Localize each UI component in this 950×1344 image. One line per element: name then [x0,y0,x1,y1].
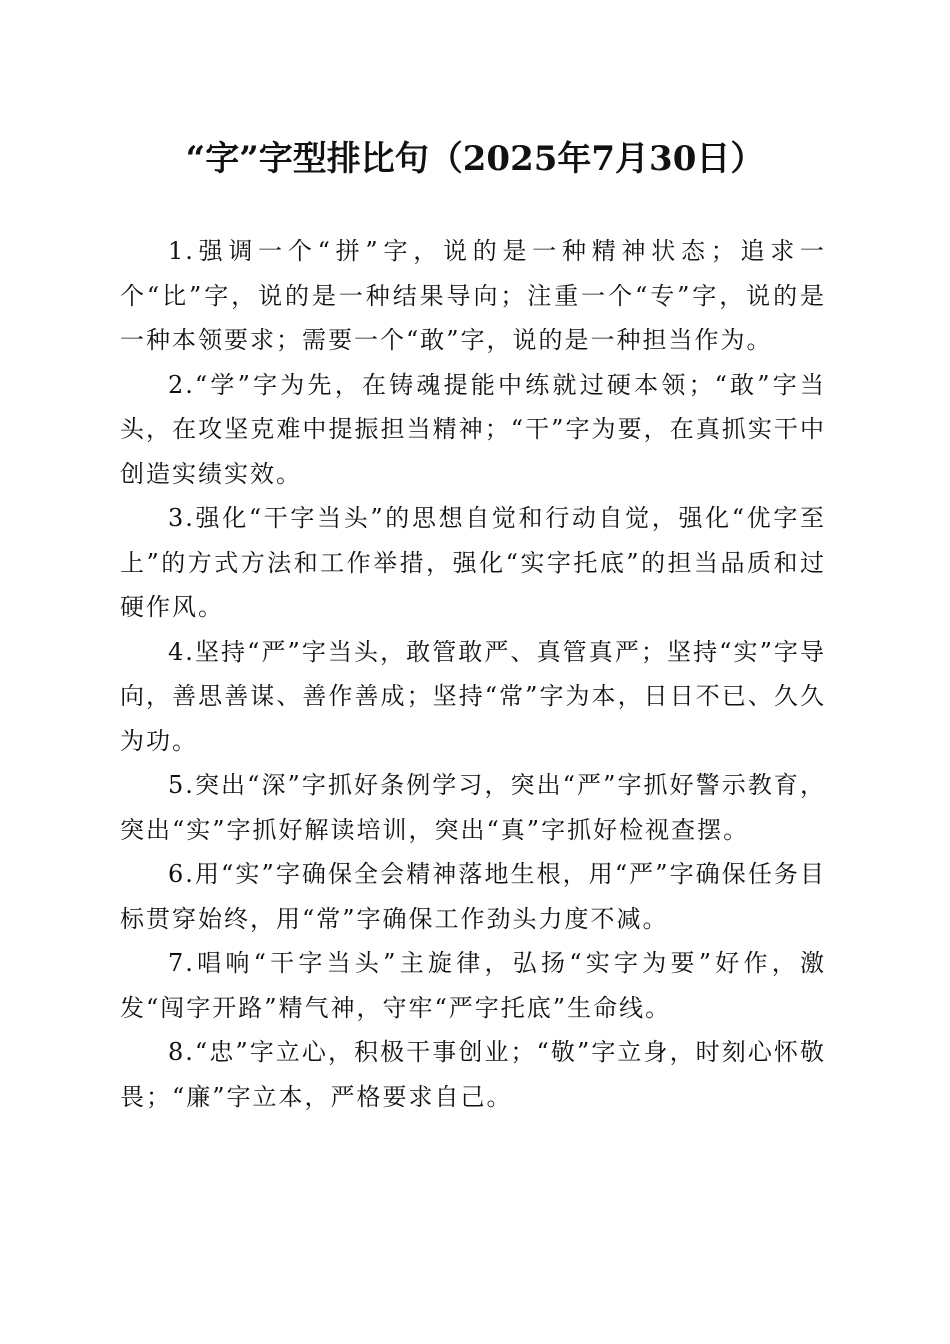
paragraph-7: 7.唱响“干字当头”主旋律，弘扬“实字为要”好作，激发“闯字开路”精气神，守牢“严字托底”生命线。 [120,949,826,1022]
paragraph-3: 3.强化“干字当头”的思想自觉和行动自觉，强化“优字至上”的方式方法和工作举措，强化“实字托底”的担当品质和过硬作风。 [120,504,826,621]
paragraph-6: 6.用“实”字确保全会精神落地生根，用“严”字确保任务目标贯穿始终，用“常”字确保工作劲头力度不减。 [120,860,826,933]
paragraph-8: 8.“忠”字立心，积极干事创业；“敬”字立身，时刻心怀敬畏；“廉”字立本，严格要求自己。 [120,1038,826,1111]
paragraph-4: 4.坚持“严”字当头，敢管敢严、真管真严；坚持“实”字导向，善思善谋、善作善成；坚持“常”字为本，日日不已、久久为功。 [120,637,826,755]
paragraph-1: 1.强调一个“拼”字，说的是一种精神状态；追求一个“比”字，说的是一种结果导向；注重一个“专”字，说的是一种本领要求；需要一个“敢”字，说的是一种担当作为。 [120,237,826,354]
document-title: “字”字型排比句（2025年7月30日） [185,139,765,179]
paragraph-5: 5.突出“深”字抓好条例学习，突出“严”字抓好警示教育，突出“实”字抓好解读培训，突出“真”字抓好检视查摆。 [120,771,826,844]
paragraph-2: 2.“学”字为先，在铸魂提能中练就过硬本领；“敢”字当头，在攻坚克难中提振担当精神；“干”字为要，在真抓实干中创造实绩实效。 [120,370,826,488]
document-body [120,229,826,1119]
